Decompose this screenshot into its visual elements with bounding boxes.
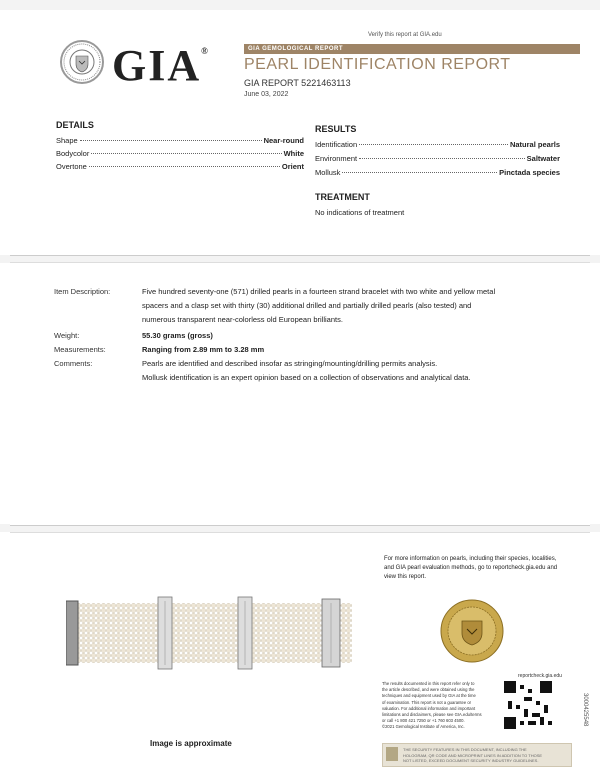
treatment-text: No indications of treatment (315, 208, 405, 217)
lab-bar: GIA GEMOLOGICAL REPORT (244, 44, 580, 54)
verify-text: Verify this report at GIA.edu (368, 32, 442, 38)
comment-line: Pearls are identified and described insofar as stringing/mounting/drilling permits analysis. (142, 359, 438, 368)
item-description-label: Item Description: (54, 287, 111, 296)
measurements-value: Ranging from 2.89 mm to 3.28 mm (142, 345, 265, 354)
weight-value: 55.30 grams (gross) (142, 331, 213, 340)
result-value: Pinctada species (499, 168, 560, 177)
comments-label: Comments: (54, 359, 93, 368)
info-text (384, 555, 559, 582)
description-block (54, 285, 542, 385)
measurements-row (54, 343, 542, 357)
item-line: numerous transparent near-colorless old European brilliants. (142, 315, 343, 324)
info-line: and GIA pearl evaluation methods, go to reportcheck.gia.edu and (384, 565, 558, 571)
result-value: Natural pearls (509, 140, 560, 149)
lock-icon (386, 747, 398, 761)
gia-seal-icon (60, 40, 104, 84)
item-line: spacers and a clasp set with thirty (30) additional drilled and partially drilled pearls (also tested) and (142, 301, 472, 310)
details-list (56, 136, 304, 171)
info-line: view this report. (384, 574, 427, 580)
result-label: Environment (315, 154, 358, 163)
item-description-value (142, 285, 542, 327)
detail-label: Shape (56, 136, 78, 145)
measurements-label: Measurements: (54, 345, 106, 354)
hologram-seal-icon (440, 599, 504, 663)
results-heading: RESULTS (315, 124, 357, 134)
weight-row (54, 329, 542, 343)
serial-number: 3000425548 (582, 693, 588, 727)
detail-label: Bodycolor (56, 149, 90, 158)
result-label: Identification (315, 140, 358, 149)
qr-label: reportcheck.gia.edu (518, 673, 562, 679)
comments-value (142, 357, 542, 385)
report-number: GIA REPORT 5221463113 (244, 78, 351, 88)
info-line: For more information on pearls, including their species, localities, (384, 556, 557, 562)
description-panel (10, 262, 590, 526)
detail-row (56, 149, 304, 158)
result-row (315, 140, 560, 149)
treatment-heading: TREATMENT (315, 192, 370, 202)
item-description-row (54, 285, 542, 327)
result-row (315, 154, 560, 163)
results-list (315, 140, 560, 177)
detail-value: Near-round (263, 136, 304, 145)
image-caption: Image is approximate (150, 739, 232, 748)
item-line: Five hundred seventy-one (571) drilled pearls in a fourteen strand bracelet with two white and yellow metal (142, 287, 496, 296)
qr-code-icon[interactable] (504, 681, 552, 729)
gia-logo: GIA® (112, 41, 210, 90)
result-value: Saltwater (526, 154, 560, 163)
report-header-panel (10, 10, 590, 256)
detail-value: Orient (281, 162, 304, 171)
detail-label: Overtone (56, 162, 87, 171)
weight-label: Weight: (54, 331, 80, 340)
detail-row (56, 136, 304, 145)
report-date: June 03, 2022 (244, 91, 289, 98)
comment-line: Mollusk identification is an expert opinion based on a collection of observations and analytical data. (142, 373, 471, 382)
security-note: THE SECURITY FEATURES IN THIS DOCUMENT, INCLUDING THE HOLOGRAM, QR CODE AND MICROPRINT LINES IN ADDITION TO THOSE NOT LISTED, EXCEED DOCUMENT SECURITY INDUSTRY GUIDELINES. (403, 747, 543, 763)
detail-value: White (283, 149, 304, 158)
details-heading: DETAILS (56, 120, 94, 130)
detail-row (56, 162, 304, 171)
registered-mark: ® (201, 46, 210, 56)
top-margin (0, 0, 600, 10)
image-panel (10, 532, 590, 778)
result-row (315, 168, 560, 177)
report-title: PEARL IDENTIFICATION REPORT (244, 56, 511, 73)
result-label: Mollusk (315, 168, 341, 177)
bracelet-image (66, 593, 356, 673)
fine-print: The results documented in this report refer only to the article described, and were obtained using the techniques and equipment used by GIA at the time of examination. This report is not a guarantee or valuation. For additional information and important limitations and disclaimers, please see GIA.edu/terms or call +1 800 421 7250 or +1 760 603 4500. ©2021 Gemological Institute of America, Inc. (382, 681, 482, 730)
comments-row (54, 357, 542, 385)
security-strip (382, 743, 572, 767)
